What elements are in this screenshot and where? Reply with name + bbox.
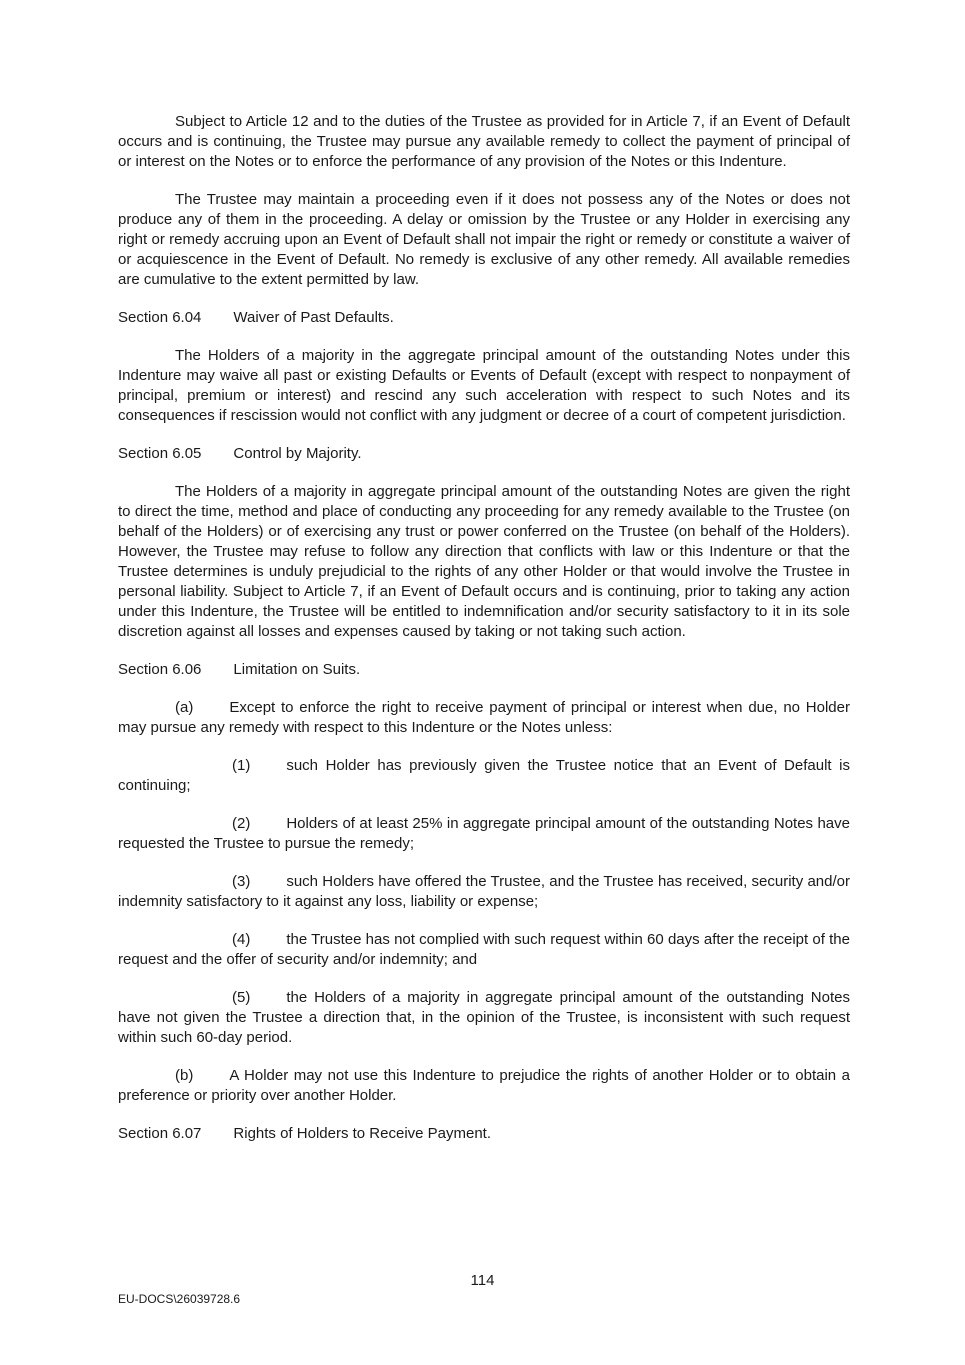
section-title: Waiver of Past Defaults.: [233, 309, 394, 326]
list-item-label: (2): [232, 815, 251, 832]
list-item-label: (5): [232, 989, 251, 1006]
page-number: 114: [470, 1272, 495, 1289]
section-heading: [118, 660, 850, 680]
list-item-label: (3): [232, 873, 251, 890]
list-item-text: such Holders have offered the Trustee, and the Trustee has received, security and/or indemnity satisfactory to it against any loss, liability or expense;: [118, 873, 850, 910]
section-title: Control by Majority.: [233, 445, 362, 462]
paragraph: The Holders of a majority in the aggregate principal amount of the outstanding Notes under this Indenture may waive all past or existing Defaults or Events of Default (except with respect to nonpayment of principal, premium or interest) and rescind any such acceleration with respect to such Notes and its consequences if rescission would not conflict with any judgment or decree of a court of competent jurisdiction.: [118, 347, 850, 424]
list-item: [118, 872, 850, 912]
section-number: Section 6.06: [118, 661, 202, 678]
list-item: [118, 930, 850, 970]
list-item: [118, 756, 850, 796]
section-heading: [118, 444, 850, 464]
section-heading: [118, 308, 850, 328]
section-number: Section 6.04: [118, 309, 202, 326]
section-title: Limitation on Suits.: [233, 661, 361, 678]
list-item: [118, 814, 850, 854]
list-item-label: (4): [232, 931, 251, 948]
document-id: EU-DOCS\26039728.6: [118, 1292, 241, 1306]
list-item-text: such Holder has previously given the Trustee notice that an Event of Default is continuing;: [118, 757, 850, 794]
section-heading: [118, 1124, 850, 1144]
list-item-text: A Holder may not use this Indenture to prejudice the rights of another Holder or to obtain a preference or priority over another Holder.: [118, 1067, 850, 1104]
paragraph: Subject to Article 12 and to the duties of the Trustee as provided for in Article 7, if an Event of Default occurs and is continuing, the Trustee may pursue any available remedy to collect the payment of principal of or interest on the Notes or to enforce the performance of any provision of the Notes or this Indenture.: [118, 113, 850, 170]
list-item-text: the Holders of a majority in aggregate principal amount of the outstanding Notes have not given the Trustee a direction that, in the opinion of the Trustee, is inconsistent with such request within such 60-day period.: [118, 989, 850, 1046]
section-number: Section 6.07: [118, 1125, 202, 1142]
list-item-text: Holders of at least 25% in aggregate principal amount of the outstanding Notes have requested the Trustee to pursue the remedy;: [118, 815, 850, 852]
section-number: Section 6.05: [118, 445, 202, 462]
section-title: Rights of Holders to Receive Payment.: [233, 1125, 492, 1142]
list-item-label: (b): [175, 1067, 194, 1084]
list-item-text: the Trustee has not complied with such request within 60 days after the receipt of the request and the offer of security and/or indemnity; and: [118, 931, 850, 968]
list-item-label: (a): [175, 699, 194, 716]
list-item: [118, 698, 850, 738]
list-item: [118, 1066, 850, 1106]
paragraph: The Holders of a majority in aggregate principal amount of the outstanding Notes are given the right to direct the time, method and place of conducting any proceeding for any remedy available to the Trustee (on behalf of the Holders) or of exercising any trust or power conferred on the Trustee (on behalf of the Holders). However, the Trustee may refuse to follow any direction that conflicts with law or this Indenture or that the Trustee determines is unduly prejudicial to the rights of any other Holder or that would involve the Trustee in personal liability. Subject to Article 7, if an Event of Default occurs and is continuing, prior to taking any action under this Indenture, the Trustee will be entitled to indemnification and/or security satisfactory to it in its sole discretion against all losses and expenses caused by taking or not taking such action.: [118, 483, 850, 640]
list-item-label: (1): [232, 757, 251, 774]
list-item: [118, 988, 850, 1048]
paragraph: The Trustee may maintain a proceeding even if it does not possess any of the Notes or does not produce any of them in the proceeding. A delay or omission by the Trustee or any Holder in exercising any right or remedy accruing upon an Event of Default shall not impair the right or remedy or constitute a waiver of or acquiescence in the Event of Default. No remedy is exclusive of any other remedy. All available remedies are cumulative to the extent permitted by law.: [118, 191, 850, 288]
list-item-text: Except to enforce the right to receive payment of principal or interest when due, no Holder may pursue any remedy with respect to this Indenture or the Notes unless:: [118, 699, 850, 736]
